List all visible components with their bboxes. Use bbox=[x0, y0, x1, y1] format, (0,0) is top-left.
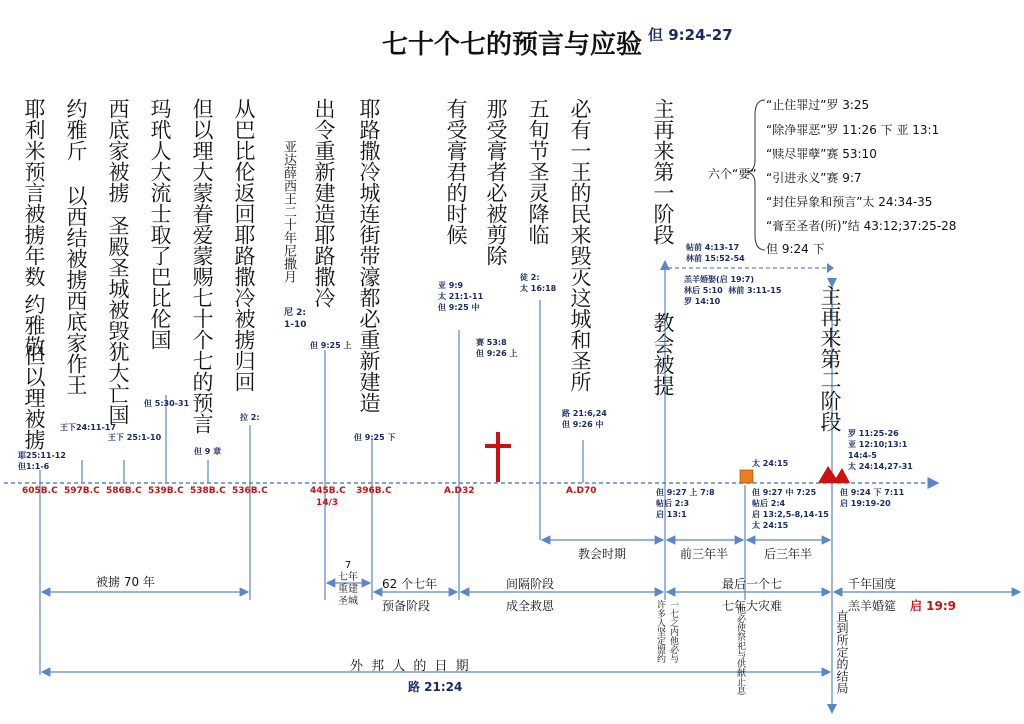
col-temple-destroyed: 圣殿圣城被毁犹大亡国 bbox=[106, 215, 130, 425]
ref-dan924: 但 9:24 下 7:11 启 19:19-20 bbox=[840, 488, 905, 508]
col-destroy-city: 必有一王的民来毁灭这城和圣所 bbox=[568, 98, 592, 392]
six-item: “除净罪恶”罗 11:26 下 亚 13:1 bbox=[766, 123, 940, 137]
col-rapture: 教会被提 bbox=[651, 312, 675, 396]
period-wedding-ref: 启 19:9 bbox=[910, 599, 957, 613]
date-label: 445B.C bbox=[310, 486, 346, 496]
period-wedding: 羔羊婚筵 bbox=[848, 599, 897, 613]
period-first-half: 前三年半 bbox=[680, 547, 729, 561]
ref-dan5: 但 5:30-31 bbox=[144, 399, 190, 408]
period-seven: 7 七年 重建 圣城 bbox=[338, 560, 358, 607]
period-millennium: 千年国度 bbox=[848, 577, 897, 591]
period-exile: 被掳 70 年 bbox=[96, 575, 155, 589]
six-label: 六个“要” bbox=[708, 167, 757, 181]
title-main: 七十个七的预言与应验 bbox=[381, 30, 642, 60]
ref-acts2: 徒 2: 太 16:18 bbox=[520, 273, 557, 293]
ref-zech9: 亚 9:9 太 21:1-11 但 9:25 中 bbox=[438, 281, 484, 312]
note-end: 直到所定的结局 bbox=[835, 610, 849, 694]
date-label: 586B.C bbox=[106, 486, 142, 496]
col-artaxerxes: 亚达薛西王二十年尼撒月 bbox=[281, 140, 296, 283]
date-label: 396B.C bbox=[356, 486, 392, 496]
ref-rom11: 罗 11:25-26 亚 12:10;13:1 14:4-5 太 24:14,27-31 bbox=[848, 429, 913, 471]
col-second-coming-2: 主再来第二阶段 bbox=[818, 285, 842, 432]
six-item: “封住异象和预言”太 24:34-35 bbox=[766, 195, 933, 209]
date-label: 539B.C bbox=[148, 486, 184, 496]
note-sacrifice: 他必使祭祀与供献止息 bbox=[735, 605, 745, 695]
col-second-coming-1: 主再来第一阶段 bbox=[651, 98, 675, 245]
date-label: 14/3 bbox=[316, 498, 339, 508]
col-cut-off: 那受膏者必被剪除 bbox=[484, 98, 508, 266]
six-item: “止住罪过”罗 3:25 bbox=[766, 98, 870, 112]
col-zedekiah-exiled: 西底家被掳 bbox=[106, 98, 130, 203]
col-darius: 玛玳人大流士取了巴比伦国 bbox=[148, 98, 172, 350]
period-second-half: 后三年半 bbox=[764, 547, 813, 561]
ref-ezra2: 拉 2: bbox=[240, 413, 260, 422]
ref-2kings25: 王下 25:1-10 bbox=[108, 433, 162, 442]
gentiles-times: 外 邦 人 的 日 期 bbox=[350, 659, 471, 674]
col-anointed: 有受膏君的时候 bbox=[444, 98, 468, 245]
col-zedekiah-king: 西底家作王 bbox=[64, 290, 88, 395]
six-item: “赎尽罪孽”赛 53:10 bbox=[766, 147, 877, 161]
col-decree: 出令重新建造耶路撒冷 bbox=[312, 98, 336, 308]
six-item: “引进永义”赛 9:7 bbox=[766, 171, 862, 185]
ref-dan927b: 但 9:27 中 7:25 帖后 2:4 启 13:2,5-8,14-15 太 24:15 bbox=[752, 488, 829, 530]
date-label: 605B.C bbox=[22, 486, 58, 496]
date-label: 536B.C bbox=[232, 486, 268, 496]
ref-rev19: 羔羊婚娶(启 19:7) 林后 5:10 林前 3:11-15 罗 14:10 bbox=[684, 275, 782, 306]
ref-isa53: 赛 53:8 但 9:26 上 bbox=[476, 338, 518, 358]
period-tribulation: 七年大灾难 bbox=[722, 599, 783, 613]
col-daniel-exiled: 但以理被掳 bbox=[22, 345, 46, 450]
col-jeremiah: 耶利米预言被掳年数 约雅敬 bbox=[22, 98, 46, 357]
period-gap: 间隔阶段 bbox=[506, 577, 555, 591]
date-label: A.D70 bbox=[566, 486, 597, 496]
date-label: A.D32 bbox=[444, 486, 475, 496]
gentiles-ref: 路 21:24 bbox=[408, 680, 463, 694]
col-ezekiel-exiled: 以西结被掳 bbox=[64, 185, 88, 290]
col-daniel-prophecy: 但以理大蒙眷爱蒙赐七十个七的预言 bbox=[190, 98, 214, 434]
date-label: 538B.C bbox=[190, 486, 226, 496]
period-grace: 成全救恩 bbox=[506, 599, 555, 613]
ref-dan925a: 但 9:25 上 bbox=[310, 341, 352, 350]
ref-dan9: 但 9 章 bbox=[194, 447, 222, 456]
note-covenant: 许多人坚定盟约 bbox=[655, 600, 665, 663]
period-prep: 预备阶段 bbox=[382, 599, 431, 613]
six-item: 但 9:24 下 bbox=[766, 242, 825, 256]
period-church: 教会时期 bbox=[578, 547, 627, 561]
period-last-seven: 最后一个七 bbox=[722, 577, 783, 591]
col-return: 从巴比伦返回耶路撒冷被掳归回 bbox=[232, 98, 256, 392]
ref-matt24: 太 24:15 bbox=[752, 459, 789, 468]
ref-neh2: 尼 2: 1-10 bbox=[284, 308, 307, 330]
ref-dan927a: 但 9:27 上 7:8 帖后 2:3 启 13:1 bbox=[656, 488, 715, 519]
ref-jer: 耶25:11-12 bbox=[18, 451, 66, 460]
col-rebuild: 耶路撒冷城连街带濠都必重新建造 bbox=[357, 98, 381, 413]
ref-1thess4: 帖前 4:13-17 林前 15:52-54 bbox=[686, 243, 745, 263]
col-jehoiachin: 约雅斤 bbox=[64, 98, 88, 161]
period-sixtytwo: 62 个七年 bbox=[382, 577, 438, 591]
ref-luke21: 路 21:6,24 但 9:26 中 bbox=[562, 409, 607, 429]
note-within-seven: 一七之内他必与 bbox=[668, 600, 678, 663]
ref-dan925b: 但 9:25 下 bbox=[354, 433, 396, 442]
col-pentecost: 五旬节圣灵降临 bbox=[526, 98, 550, 245]
title-ref: 但 9:24-27 bbox=[648, 26, 733, 44]
ref-dan1: 但1:1-6 bbox=[18, 462, 50, 471]
six-item: “膏至圣者(所)”结 43:12;37:25-28 bbox=[766, 219, 957, 233]
date-label: 597B.C bbox=[64, 486, 100, 496]
ref-2kings24: 王下24:11-17 bbox=[60, 423, 116, 432]
